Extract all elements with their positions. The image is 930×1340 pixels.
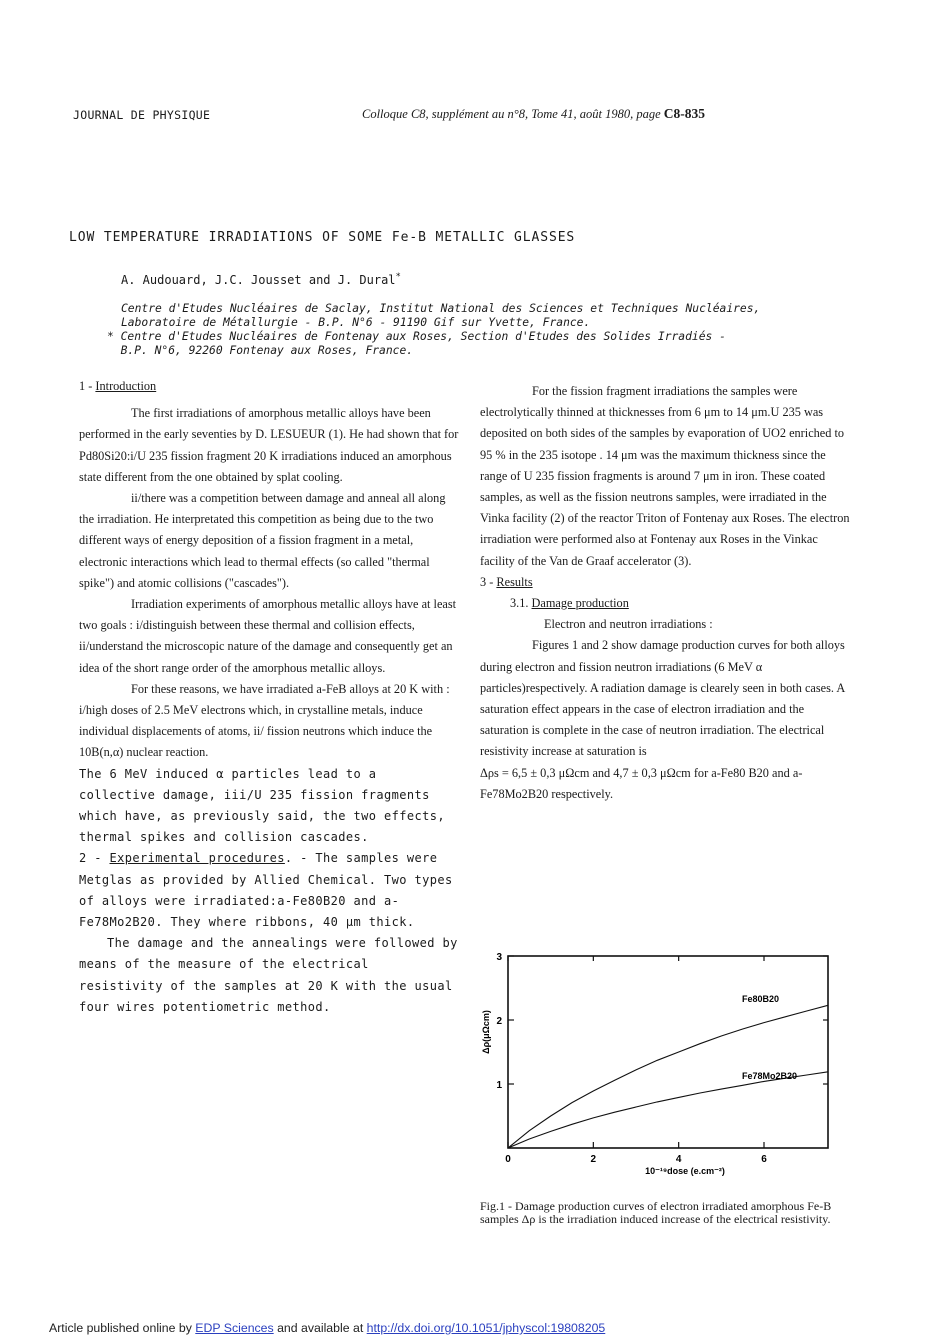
right-column (480, 381, 855, 805)
experimental-paragraph-2: The damage and the annealings were followed by means of the measure of the electrical resistivity of the samples at 20 K with the usual four wires potentiometric method. (79, 936, 458, 1014)
intro-paragraph-1: The first irradiations of amorphous metallic alloys have been performed in the early seventies by D. LESUEUR (1). He had shown that for Pd80Si20:i/U 235 fission fragment 20 K irradiations induced an amorphous state different from the one obtained by splat cooling. (79, 406, 459, 484)
author-mark: * (395, 272, 401, 282)
figure-caption: Fig.1 - Damage production curves of electron irradiated amorphous Fe-B samples Δρ is the irradiation induced increase of the electrical resistivity. (480, 1199, 832, 1226)
x-tick-label: 4 (675, 1154, 682, 1165)
footer (49, 1321, 605, 1335)
results-paragraph-2: Δρs = 6,5 ± 0,3 μΩcm and 4,7 ± 0,3 μΩcm for a-Fe80 B20 and a-Fe78Mo2B20 respectively. (480, 765, 803, 801)
footer-doi-link[interactable]: http://dx.doi.org/10.1051/jphyscol:19808205 (366, 1321, 606, 1335)
y-axis-label: Δρ(μΩcm) (481, 1010, 491, 1054)
results-paragraph-1: Figures 1 and 2 show damage production curves for both alloys during electron and fission neutron irradiations (6 MeV α particles)respectively. A radiation damage is clearely seen in both cases. A saturation effect appears in the case of electron irradiation and the saturation is complete in the case of neutron irradiation. The electrical resistivity increase at saturation is (480, 638, 845, 759)
colloque-info (362, 106, 705, 122)
results-heading-text: Results (496, 574, 533, 589)
exp-heading-text: Experimental procedures (109, 851, 285, 866)
footer-publisher-link[interactable]: EDP Sciences (195, 1321, 274, 1335)
journal-name: JOURNAL DE PHYSIQUE (73, 108, 211, 122)
x-tick-label: 0 (505, 1154, 511, 1165)
x-axis-label: 10⁻¹⁹dose (e.cm⁻²) (645, 1166, 725, 1176)
plot-frame (508, 956, 828, 1148)
paper-title: LOW TEMPERATURE IRRADIATIONS OF SOME Fe-B METALLIC GLASSES (69, 230, 576, 245)
footer-middle: and available at (273, 1321, 367, 1335)
affiliation-saclay: Centre d'Etudes Nucléaires de Saclay, Institut National des Sciences et Techniques Nucléaires, Laboratoire de Métallurgie - B.P. N°6 - 91190 Gif sur Yvette, France. (121, 302, 761, 329)
intro-heading (79, 376, 459, 397)
authors (121, 272, 401, 287)
intro-paragraph-2: ii/there was a competition between damage and anneal all along the irradiation. He interpretated this competition as being due to the two different ways of energy deposition of a fission fragment in a metal, electronic interactions which lead to thermal effects (so called "thermal spike") and atomic collisions ("cascades"). (79, 491, 446, 590)
right-paragraph-1: For the fission fragment irradiations the samples were electrolytically thinned at thicknesses from 6 μm to 14 μm.U 235 was deposited on both sides of the samples by evaporation of UO2 enriched to 95 % in the 235 isotope . 14 μm was the maximum thickness since the range of U 235 fission fragments is around 7 μm in iron. These coated samples, as well as the fission neutrons samples, were irradiated in the Vinka facility (2) of the reactor Triton of Fontenay aux Roses. The electron irradiation were performed also at Fontenay aux Roses in the Vinkac facility of the Van de Graaf accelerator (3). (480, 384, 850, 568)
page-number: C8-835 (663, 106, 706, 121)
affiliation-fontenay: * Centre d'Etudes Nucléaires de Fontenay aux Roses, Section d'Etudes des Solides Irradiés - B.P. N°6, 92260 Fontenay aux Roses, France. (107, 330, 726, 357)
x-tick-label: 2 (590, 1154, 597, 1165)
intro-paragraph-4b: The 6 MeV induced α particles lead to a collective damage, iii/U 235 fission fragments which have, as previously said, the two effects, thermal spikes and collision cascades. (79, 766, 445, 845)
subsection-heading (480, 593, 855, 614)
exp-text: . - The samples were Metglas as provided by Allied Chemical. Two types of alloys were irradiated:a-Fe80B20 and a-Fe78Mo2B20. They where ribbons, 40 μm thick. (79, 851, 453, 930)
series-label-1: Fe78Mo2B20 (742, 1071, 798, 1081)
left-column (79, 376, 459, 1018)
series-line-1 (508, 1072, 828, 1148)
exp-heading-num: 2 - (79, 851, 110, 866)
footer-prefix: Article published online by (49, 1321, 196, 1335)
series-label-0: Fe80B20 (742, 994, 780, 1004)
x-tick-label: 6 (761, 1154, 767, 1165)
subsection-text: Damage production (531, 596, 629, 611)
results-heading (480, 572, 855, 593)
results-lead: Electron and neutron irradiations : (544, 617, 713, 632)
y-tick-label: 3 (496, 952, 502, 963)
chart-root (481, 952, 828, 1176)
author-names: A. Audouard, J.C. Jousset and J. Dural (121, 273, 396, 287)
colloque-text: Colloque C8, supplément au n°8, Tome 41, août 1980, page (362, 107, 661, 121)
intro-paragraph-3: Irradiation experiments of amorphous metallic alloys have at least two goals : i/distinguish between these thermal and collision effects, ii/understand the microscopic nature of the damage and consequently get an idea of the short range order of the amorphous metallic alloys. (79, 597, 457, 675)
y-tick-label: 1 (496, 1080, 502, 1091)
figure-1-chart (480, 944, 840, 1194)
y-tick-label: 2 (496, 1016, 502, 1027)
intro-heading-num: 1 - (79, 379, 96, 393)
intro-heading-text: Introduction (95, 379, 157, 393)
results-heading-num: 3 - (480, 574, 497, 589)
intro-paragraph-4a: For these reasons, we have irradiated a-FeB alloys at 20 K with : i/high doses of 2.5 MeV electrons which, in crystalline metals, induce individual displacements of atoms, ii/ fission neutrons which induce the 10B(n,α) nuclear reaction. (79, 681, 450, 760)
experimental-paragraph-1 (79, 848, 459, 933)
subsection-num: 3.1. (510, 596, 532, 611)
